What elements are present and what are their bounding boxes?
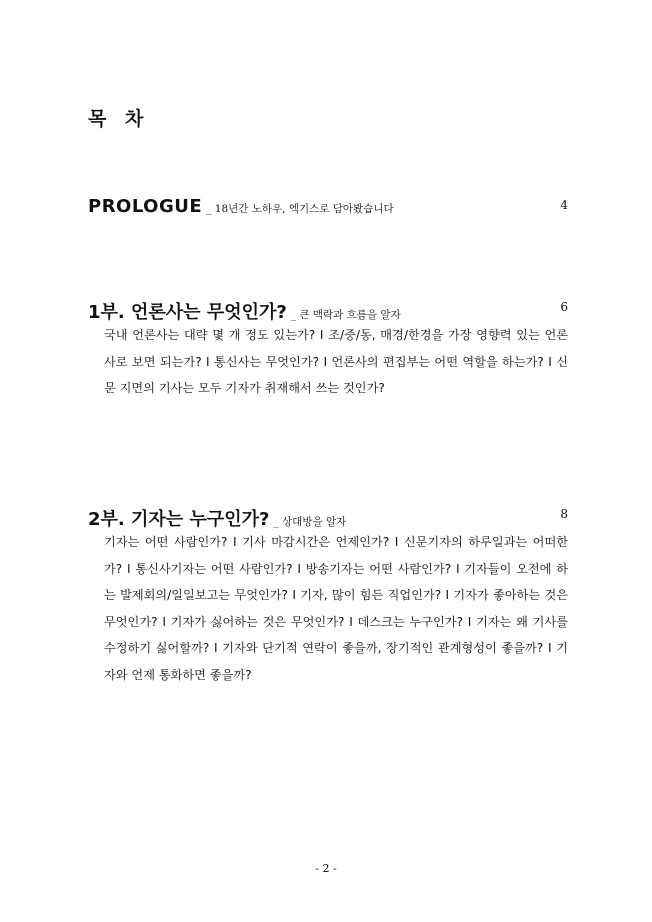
entry-subtitle: _ 상대방을 알자 [273, 516, 347, 528]
entry-description: 국내 언론사는 대략 몇 개 정도 있는가? I 조/중/동, 매경/한경을 가장 영향력 있는 언론사로 보면 되는가? I 통신사는 무엇인가? I 언론사의 편집부는 어떤 역할을 하는가? I 신문 지면의 기사는 모두 기자가 취재해서 쓰는 것인가? [104, 328, 568, 395]
entry-heading: 2부. 기자는 누구인가? [88, 509, 270, 530]
entry-heading: PROLOGUE [88, 196, 203, 217]
entry-heading: 1부. 언론사는 무엇인가? [88, 302, 287, 323]
entry-subtitle: _ 18년간 노하우, 엑기스로 담아봤습니다 [206, 203, 394, 215]
entry-subtitle: _ 큰 맥락과 흐름을 알자 [290, 309, 401, 321]
entry-page-number: 6 [560, 300, 568, 314]
toc-entry-prologue[interactable] [88, 196, 568, 218]
page-footer-number: - 2 - [315, 862, 337, 875]
entry-page-number: 4 [560, 198, 568, 212]
toc-entry-part2[interactable] [88, 505, 568, 530]
page-title: 목 차 [88, 108, 150, 130]
entry-description: 기자는 어떤 사람인가? I 기사 마감시간은 언제인가? I 신문기자의 하루일과는 어떠한가? I 통신사기자는 어떤 사람인가? I 방송기자는 어떤 사람인가? I 기자들이 오전에 하는 발제회의/일일보고는 무엇인가? I 기자, 많이 힘든 직업인가? I 기자가 좋아하는 것은 무엇인가? I 기자가 싫어하는 것은 무엇인가? I 데스크는 누구인가? I 기자는 왜 기사를 수정하기 싫어할까? I 기자와 단기적 연락이 좋을까, 장기적인 관계형성이 좋을까? I 기자와 언제 통화하면 좋을까? [104, 535, 568, 682]
toc-entry-part1[interactable] [88, 298, 568, 323]
entry-page-number: 8 [560, 507, 568, 521]
